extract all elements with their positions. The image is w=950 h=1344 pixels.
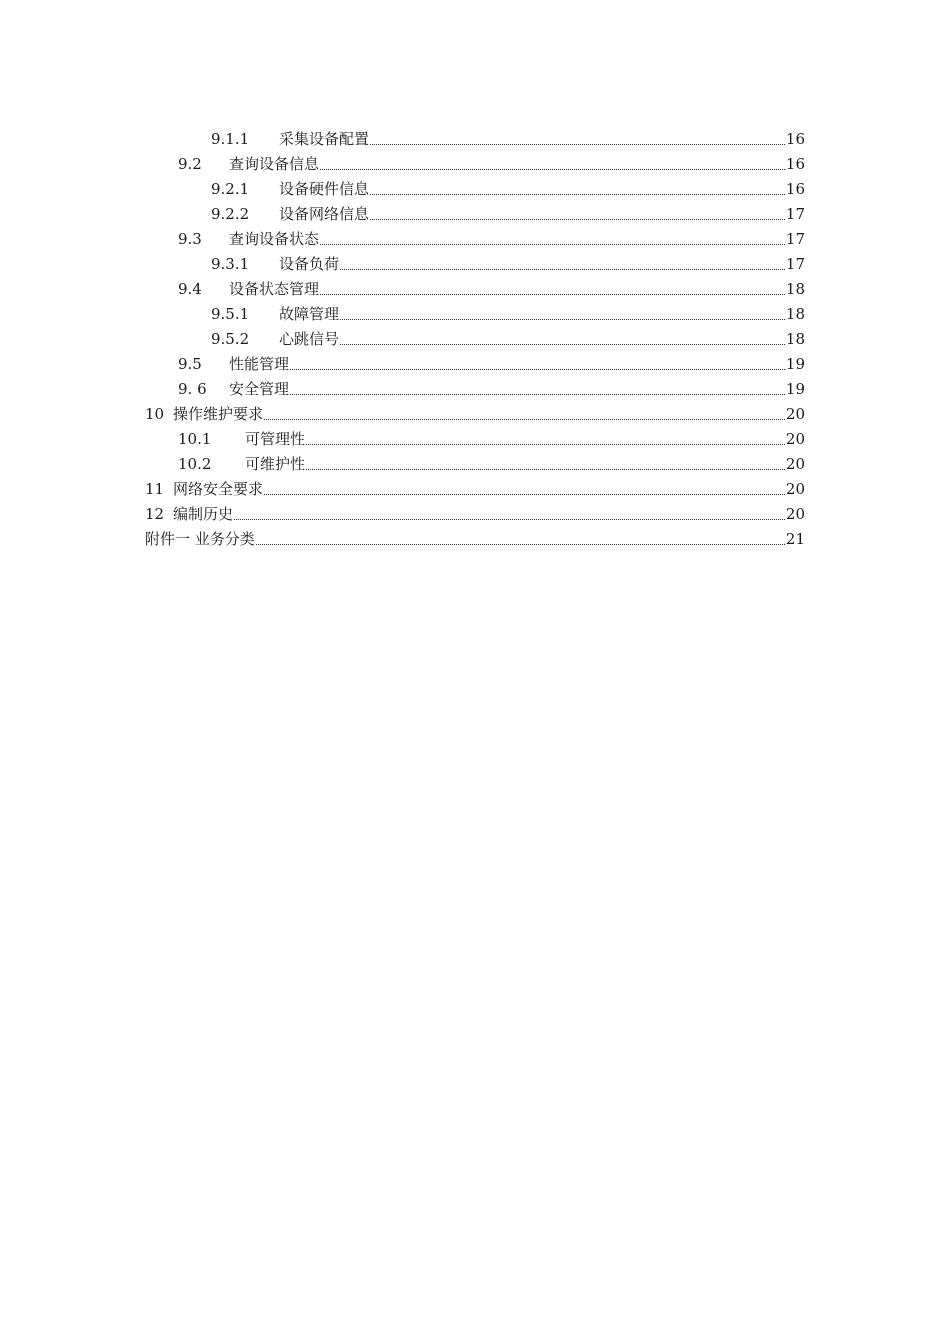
toc-leader-dots	[306, 444, 785, 445]
toc-entry-page: 17	[785, 255, 805, 273]
toc-entry-page: 16	[785, 180, 805, 198]
toc-entry-9-6[interactable]	[0, 374, 950, 399]
toc-entry-title: 可管理性	[245, 430, 306, 448]
toc-entry-page: 20	[785, 455, 805, 473]
toc-leader-dots	[340, 319, 785, 320]
toc-entry-12[interactable]	[0, 499, 950, 524]
toc-entry-9-2[interactable]	[0, 149, 950, 174]
toc-entry-appendix-1[interactable]	[0, 524, 950, 549]
toc-entry-title: 心跳信号	[279, 330, 340, 348]
toc-entry-page: 20	[785, 430, 805, 448]
toc-entry-10-1[interactable]	[0, 424, 950, 449]
toc-entry-title: 网络安全要求	[173, 480, 264, 498]
toc-entry-number: 9.1.1	[211, 130, 250, 148]
toc-entry-number: 9.3	[178, 230, 202, 248]
toc-entry-title: 查询设备信息	[229, 155, 320, 173]
toc-entry-number: 10.2	[178, 455, 212, 473]
toc-entry-title: 设备负荷	[279, 255, 340, 273]
toc-leader-dots	[234, 519, 785, 520]
toc-entry-page: 20	[785, 480, 805, 498]
toc-entry-page: 16	[785, 155, 805, 173]
toc-entry-number: 10	[145, 405, 165, 423]
toc-entry-9-3-1[interactable]	[0, 249, 950, 274]
toc-leader-dots	[370, 219, 785, 220]
toc-leader-dots	[306, 469, 785, 470]
toc-leader-dots	[320, 169, 785, 170]
toc-leader-dots	[370, 144, 785, 145]
toc-entry-page: 21	[785, 530, 805, 548]
toc-entry-page: 20	[785, 405, 805, 423]
toc-entry-9-1-1[interactable]	[0, 124, 950, 149]
toc-leader-dots	[256, 544, 785, 545]
toc-entry-page: 16	[785, 130, 805, 148]
toc-entry-title: 编制历史	[173, 505, 234, 523]
toc-entry-number: 9.4	[178, 280, 202, 298]
toc-entry-number: 9.2	[178, 155, 202, 173]
toc-entry-page: 17	[785, 230, 805, 248]
toc-entry-9-5-1[interactable]	[0, 299, 950, 324]
toc-entry-number: 9.5.2	[211, 330, 250, 348]
toc-entry-10[interactable]	[0, 399, 950, 424]
toc-entry-number: 9. 6	[178, 380, 207, 398]
toc-entry-title: 可维护性	[245, 455, 306, 473]
toc-entry-page: 18	[785, 280, 805, 298]
toc-entry-title: 设备状态管理	[229, 280, 320, 298]
toc-entry-number: 9.2.2	[211, 205, 250, 223]
toc-entry-page: 18	[785, 330, 805, 348]
toc-entry-9-5[interactable]	[0, 349, 950, 374]
toc-entry-page: 18	[785, 305, 805, 323]
toc-leader-dots	[264, 419, 785, 420]
toc-entry-title: 性能管理	[229, 355, 290, 373]
toc-entry-title: 安全管理	[229, 380, 290, 398]
toc-entry-9-2-1[interactable]	[0, 174, 950, 199]
toc-entry-number: 9.5	[178, 355, 202, 373]
toc-leader-dots	[290, 369, 785, 370]
toc-entry-number: 11	[145, 480, 165, 498]
toc-entry-page: 19	[785, 355, 805, 373]
toc-entry-11[interactable]	[0, 474, 950, 499]
toc-leader-dots	[370, 194, 785, 195]
toc-entry-title: 设备网络信息	[279, 205, 370, 223]
toc-entry-number: 9.2.1	[211, 180, 250, 198]
toc-entry-title: 操作维护要求	[173, 405, 264, 423]
toc-leader-dots	[320, 244, 785, 245]
toc-entry-page: 20	[785, 505, 805, 523]
toc-entry-9-4[interactable]	[0, 274, 950, 299]
toc-entry-number: 12	[145, 505, 165, 523]
toc-entry-9-3[interactable]	[0, 224, 950, 249]
toc-entry-10-2[interactable]	[0, 449, 950, 474]
toc-leader-dots	[340, 344, 785, 345]
toc-leader-dots	[340, 269, 785, 270]
toc-entry-page: 19	[785, 380, 805, 398]
toc-leader-dots	[264, 494, 785, 495]
toc-leader-dots	[290, 394, 785, 395]
table-of-contents	[0, 124, 950, 549]
toc-entry-number: 9.5.1	[211, 305, 250, 323]
toc-entry-9-5-2[interactable]	[0, 324, 950, 349]
toc-entry-number: 10.1	[178, 430, 212, 448]
toc-entry-title: 附件一 业务分类	[145, 530, 255, 548]
toc-entry-number: 9.3.1	[211, 255, 250, 273]
toc-entry-title: 查询设备状态	[229, 230, 320, 248]
toc-entry-title: 故障管理	[279, 305, 340, 323]
toc-entry-title: 设备硬件信息	[279, 180, 370, 198]
toc-entry-title: 采集设备配置	[279, 130, 370, 148]
toc-entry-page: 17	[785, 205, 805, 223]
toc-entry-9-2-2[interactable]	[0, 199, 950, 224]
toc-leader-dots	[320, 294, 785, 295]
